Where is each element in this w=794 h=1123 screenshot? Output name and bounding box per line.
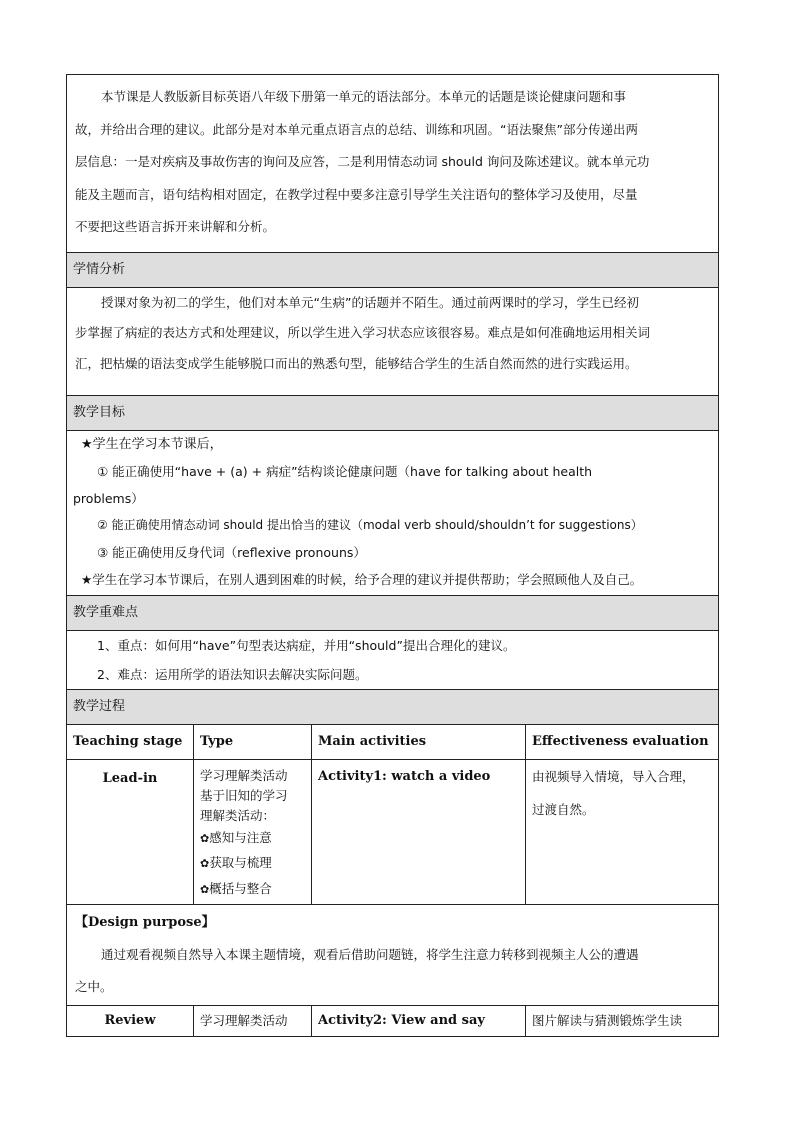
objective-star-line: ★学生在学习本节课后， <box>81 437 223 452</box>
type-cell: 学习理解类活动 <box>194 1006 312 1037</box>
type-bullet-item: ✿感知与注意 <box>200 830 272 845</box>
section-heading: 教学重难点 <box>67 596 719 631</box>
objective-star-line: ★学生在学习本节课后，在别人遇到困难的时候，给予合理的建议并提供帮助；学会照顾他人及自己。 <box>81 572 643 587</box>
stage-cell: Lead-in <box>67 760 194 905</box>
type-bullet-item: ✿概括与整合 <box>200 881 272 896</box>
keypoint-item: 1、重点：如何用“have”句型表达病症，并用“should”提出合理化的建议。 <box>97 638 516 653</box>
column-header: Effectiveness evaluation <box>526 725 719 760</box>
type-bullet-item: ✿获取与梳理 <box>200 855 272 870</box>
flower-bullet-icon: ✿ <box>200 832 210 845</box>
keypoints-row <box>67 631 719 690</box>
activity-cell: Activity2: View and say <box>312 1006 526 1037</box>
intro-row <box>67 75 719 253</box>
process-heading-row <box>67 690 719 725</box>
intro-cell <box>67 75 719 253</box>
intro-line: 层信息：一是对疾病及事故伤害的询问及应答，二是利用情态动词 should 询问及陈述建议。就本单元功 <box>75 154 650 169</box>
learner-line: 步掌握了病症的表达方式和处理建议，所以学生进入学习状态应该很容易。难点是如何准确地运用相关词 <box>75 325 651 340</box>
process-row-review <box>67 1006 719 1037</box>
evaluation-line: 过渡自然。 <box>532 802 595 817</box>
lesson-plan-document <box>66 74 718 1037</box>
evaluation-line: 由视频导入情境，导入合理， <box>532 769 695 784</box>
column-header: Type <box>194 725 312 760</box>
type-cell <box>194 760 312 905</box>
intro-line: 本节课是人教版新目标英语八年级下册第一单元的语法部分。本单元的话题是谈论健康问题和事 <box>101 89 627 104</box>
column-header: Teaching stage <box>67 725 194 760</box>
learner-row <box>67 287 719 396</box>
design-purpose-cell <box>67 905 719 1006</box>
flower-bullet-icon: ✿ <box>200 857 210 870</box>
stage-cell: Review <box>67 1006 194 1037</box>
objective-item: ③ 能正确使用反身代词（reflexive pronouns） <box>97 545 366 560</box>
objective-item: ① 能正确使用“have + (a) + 病症”结构谈论健康问题（have for talking about health <box>97 464 593 479</box>
evaluation-cell <box>526 760 719 905</box>
keypoints-heading-row <box>67 596 719 631</box>
intro-line: 能及主题而言，语句结构相对固定，在教学过程中要多注意引导学生关注语句的整体学习及使用，尽量 <box>75 186 638 202</box>
objectives-cell <box>67 431 719 596</box>
evaluation-cell: 图片解读与猜测锻炼学生读 <box>526 1006 719 1037</box>
keypoint-item: 2、难点：运用所学的语法知识去解决实际问题。 <box>97 667 368 682</box>
column-header: Main activities <box>312 725 526 760</box>
design-purpose-line: 之中。 <box>75 979 113 994</box>
activity-cell: Activity1: watch a video <box>312 760 526 905</box>
design-purpose-title: 【Design purpose】 <box>75 915 215 930</box>
objectives-row <box>67 431 719 596</box>
design-purpose-row <box>67 905 719 1006</box>
intro-line: 不要把这些语言拆开来讲解和分析。 <box>75 219 276 234</box>
section-heading: 教学过程 <box>67 690 719 725</box>
flower-bullet-icon: ✿ <box>200 883 210 896</box>
section-heading: 教学目标 <box>67 396 719 431</box>
learner-line: 汇，把枯燥的语法变成学生能够脱口而出的熟悉句型，能够结合学生的生活自然而然的进行实践运用。 <box>75 355 638 371</box>
intro-line: 故，并给出合理的建议。此部分是对本单元重点语言点的总结、训练和巩固。“语法聚焦”部分传递出两 <box>75 121 638 137</box>
learner-line: 授课对象为初二的学生，他们对本单元“生病”的话题并不陌生。通过前两课时的学习，学生已经初 <box>101 294 639 310</box>
type-line: 理解类活动： <box>200 808 276 823</box>
type-line: 学习理解类活动 <box>200 768 288 783</box>
process-column-header-row <box>67 725 719 760</box>
process-row-leadin <box>67 760 719 905</box>
learner-heading-row <box>67 252 719 287</box>
objective-item: ② 能正确使用情态动词 should 提出恰当的建议（modal verb should/shouldn’t for suggestions） <box>97 518 643 532</box>
design-purpose-line: 通过观看视频自然导入本课主题情境，观看后借助问题链，将学生注意力转移到视频主人公的遭遇 <box>101 947 639 962</box>
section-heading: 学情分析 <box>67 252 719 287</box>
learner-cell <box>67 287 719 396</box>
objectives-heading-row <box>67 396 719 431</box>
lesson-plan-table <box>66 74 719 1037</box>
keypoints-cell <box>67 631 719 690</box>
objective-item-cont: problems） <box>73 491 144 506</box>
type-line: 基于旧知的学习 <box>200 788 288 803</box>
